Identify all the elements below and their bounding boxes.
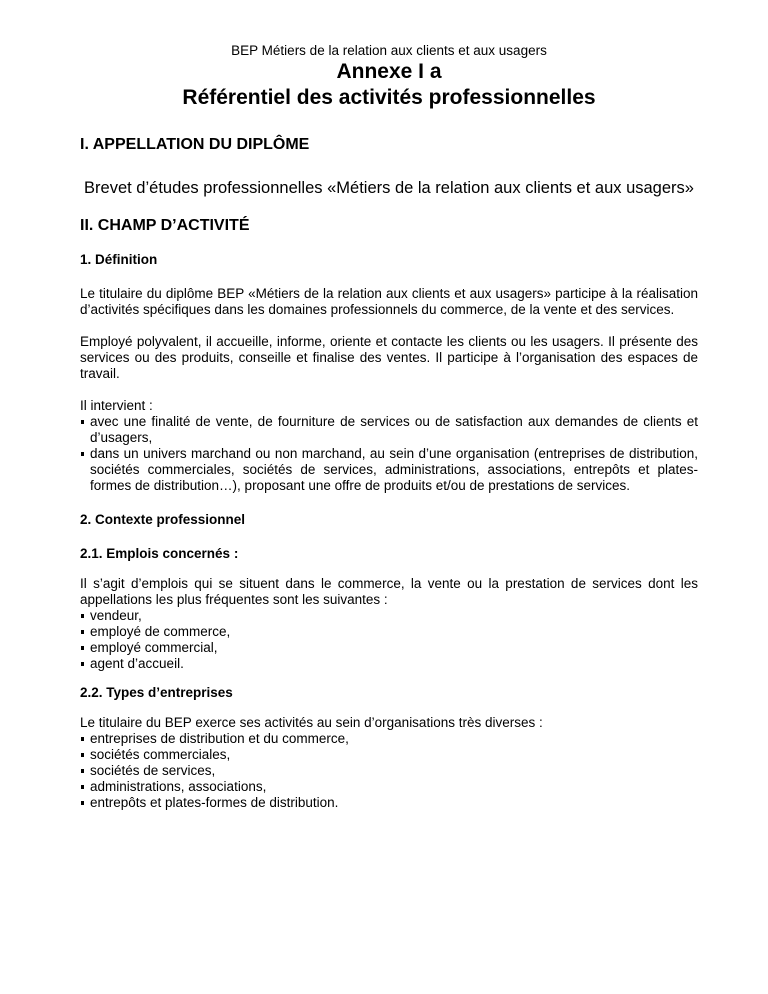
definition-paragraph-2: Employé polyvalent, il accueille, informe, oriente et contacte les clients ou les usagers. Il présente des services ou des produits, conseille et finalise des ventes. Il participe à l’organisation des espaces de travail. — [80, 334, 698, 381]
subheading-companies: 2.2. Types d’entreprises — [80, 685, 233, 700]
companies-bullet-list — [80, 731, 698, 811]
list-item: avec une finalité de vente, de fourniture de services ou de satisfaction aux demandes de clients et d’usagers, — [80, 414, 698, 446]
list-item: sociétés commerciales, — [80, 747, 698, 763]
subheading-definition: 1. Définition — [80, 252, 158, 267]
definition-bullet-list — [80, 414, 698, 494]
section-heading-appellation: I. APPELLATION DU DIPLÔME — [80, 136, 310, 153]
list-item: administrations, associations, — [80, 779, 698, 795]
list-item: agent d’accueil. — [80, 656, 698, 672]
definition-paragraph-1: Le titulaire du diplôme BEP «Métiers de la relation aux clients et aux usagers» participe à la réalisation d’activités spécifiques dans les domaines professionnels du commerce, de la vente et des services. — [80, 286, 698, 317]
document-page — [80, 0, 698, 811]
jobs-intro: Il s’agit d’emplois qui se situent dans le commerce, la vente ou la prestation de services dont les appellations les plus fréquentes sont les suivantes : — [80, 576, 698, 607]
subheading-context: 2. Contexte professionnel — [80, 512, 246, 527]
list-item: employé commercial, — [80, 640, 698, 656]
list-item: vendeur, — [80, 608, 698, 624]
jobs-bullet-list — [80, 608, 698, 672]
diploma-name: Brevet d’études professionnelles «Métiers de la relation aux clients et aux usagers» — [84, 179, 694, 197]
list-item: entrepôts et plates-formes de distribution. — [80, 795, 698, 811]
list-item: employé de commerce, — [80, 624, 698, 640]
section-heading-champ: II. CHAMP D’ACTIVITÉ — [80, 217, 250, 234]
list-item: dans un univers marchand ou non marchand, au sein d’une organisation (entreprises de distribution, sociétés commerciales, sociétés de services, administrations, associations, entrepôts et plates-formes de distribution…), proposant une offre de produits et/ou de prestations de services. — [80, 446, 698, 494]
subheading-jobs: 2.1. Emplois concernés : — [80, 546, 239, 561]
companies-intro: Le titulaire du BEP exerce ses activités au sein d’organisations très diverses : — [80, 715, 543, 730]
document-subtitle: BEP Métiers de la relation aux clients et aux usagers — [231, 43, 547, 58]
list-item: sociétés de services, — [80, 763, 698, 779]
annex-label: Annexe I a — [336, 60, 442, 83]
document-title: Référentiel des activités professionnelles — [182, 86, 596, 109]
definition-intro: Il intervient : — [80, 398, 153, 413]
list-item: entreprises de distribution et du commerce, — [80, 731, 698, 747]
